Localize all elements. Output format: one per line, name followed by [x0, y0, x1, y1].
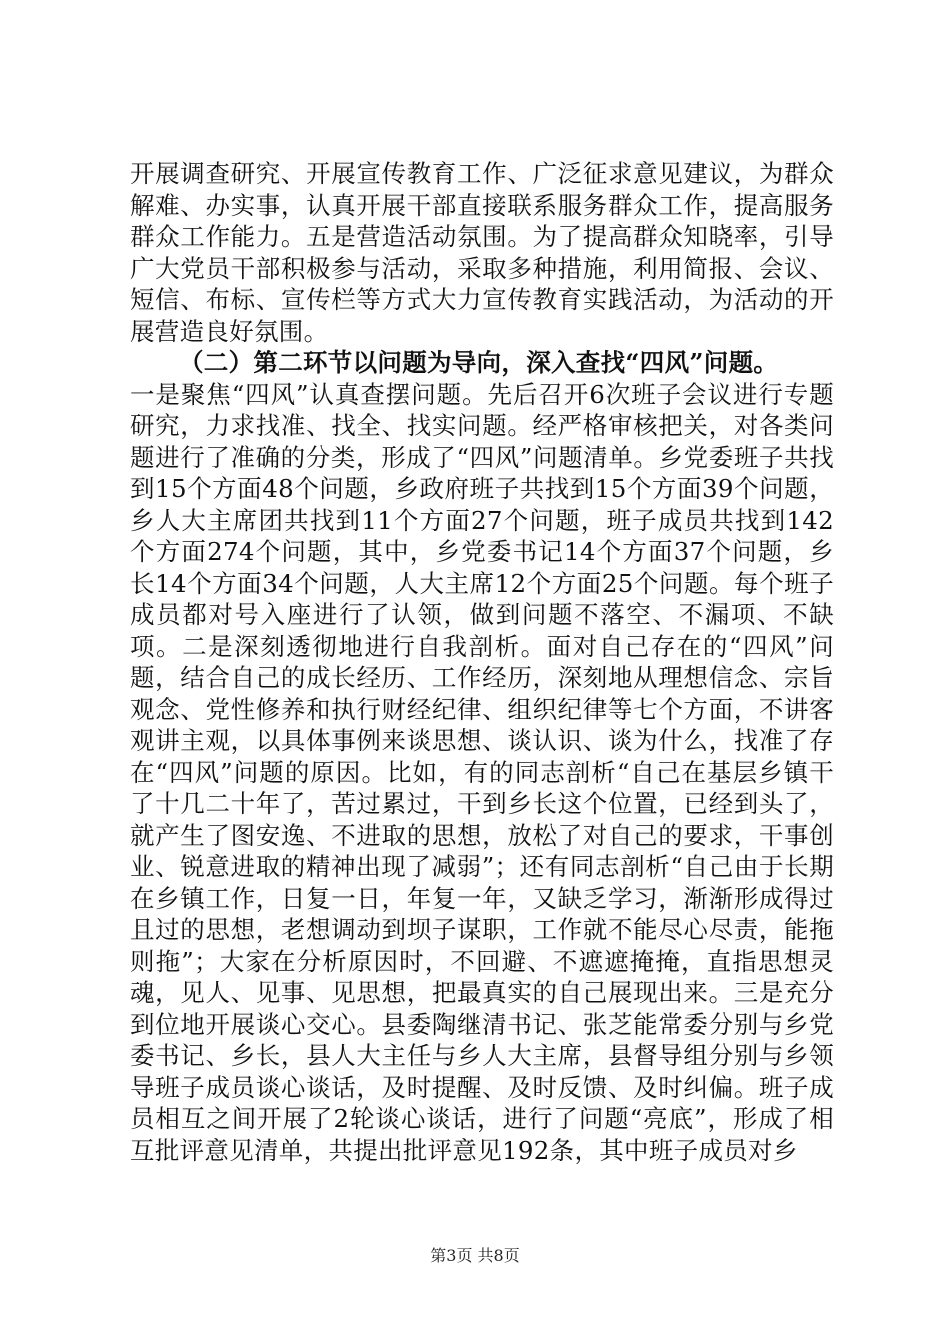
paragraph-1: 开展调查研究、开展宣传教育工作、广泛征求意见建议，为群众解难、办实事，认真开展干部直接联系服务群众工作，提高服务群众工作能力。五是营造活动氛围。为了提高群众知晓率，引导广大党员干部积极参与活动，采取多种措施，利用简报、会议、短信、布标、宣传栏等方式大力宣传教育实践活动，为活动的开展营造良好氛围。 — [130, 159, 834, 346]
page-footer: 第3页 共8页 — [430, 1246, 520, 1265]
section-heading: （二）第二环节以问题为导向，深入查找“四风”问题。 — [179, 348, 779, 377]
paragraph-2: 一是聚焦“四风”认真查摆问题。先后召开6次班子会议进行专题研究，力求找准、找全、找实问题。经严格审核把关，对各类问题进行了准确的分类，形成了“四风”问题清单。乡党委班子共找到15个方面48个问题，乡政府班子共找到15个方面39个问题，乡人大主席团共找到11个方面27个问题，班子成员共找到142个方面274个问题，其中，乡党委书记14个方面37个问题，乡长14个方面34个问题，人大主席12个方面25个问题。每个班子成员都对号入座进行了认领，做到问题不落空、不漏项、不缺项。二是深刻透彻地进行自我剖析。面对自己存在的“四风”问题，结合自己的成长经历、工作经历，深刻地从理想信念、宗旨观念、党性修养和执行财经纪律、组织纪律等七个方面，不讲客观讲主观，以具体事例来谈思想、谈认识、谈为什么，找准了存在“四风”问题的原因。比如，有的同志剖析“自己在基层乡镇干了十几二十年了，苦过累过，干到乡长这个位置，已经到头了，就产生了图安逸、不进取的思想，放松了对自己的要求，干事创业、锐意进取的精神出现了减弱”；还有同志剖析“自己由于长期在乡镇工作，日复一日，年复一年，又缺乏学习，渐渐形成得过且过的思想，老想调动到坝子谋职，工作就不能尽心尽责，能拖则拖”；大家在分析原因时，不回避、不遮遮掩掩，直指思想灵魂，见人、见事、见思想，把最真实的自己展现出来。三是充分到位地开展谈心交心。县委陶继清书记、张芝能常委分别与乡党委书记、乡长，县人大主任与乡人大主席，县督导组分别与乡领导班子成员谈心谈话，及时提醒、及时反馈、及时纠偏。班子成员相互之间开展了2轮谈心谈话，进行了问题“亮底”，形成了相互批评意见清单，共提出批评意见192条，其中班子成员对乡 — [130, 379, 834, 1165]
document-body — [130, 158, 834, 1166]
